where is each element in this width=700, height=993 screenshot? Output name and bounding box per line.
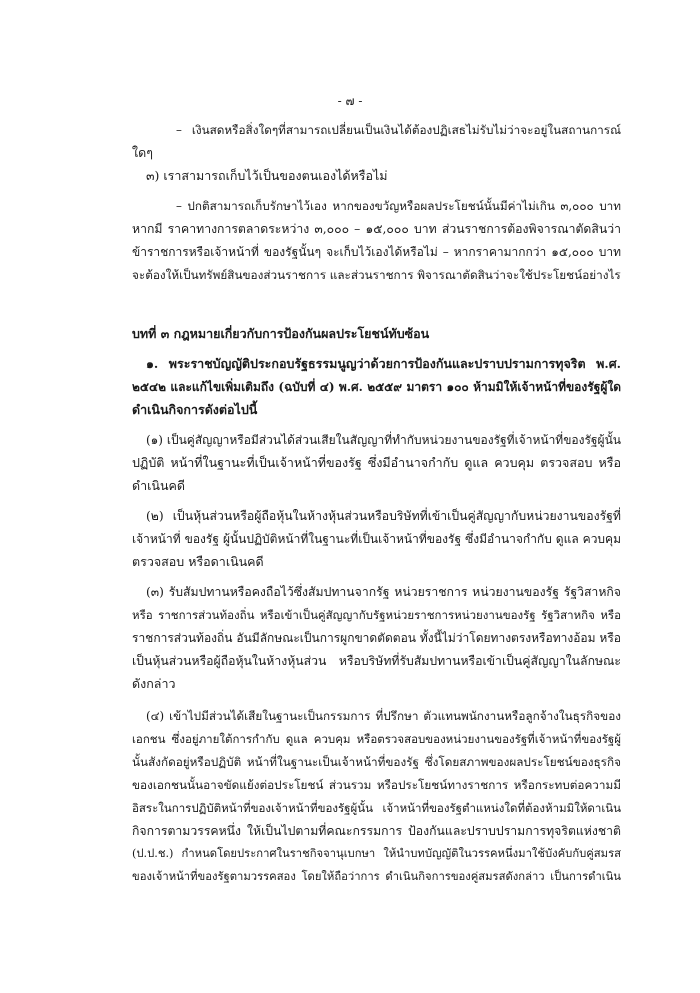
item-2-line-2: เจ้าหน้าที่ ของรัฐ ผู้นั้นปฏิบัติหน้าที่ในฐานะที่เป็นเจ้าหน้าที่ของรัฐ ซึ่งมีอำนาจกำกับ ดูแล ควบคุม [132,532,621,546]
bullet-cash-line-1: – เงินสดหรือสิ่งใดๆที่สามารถเปลี่ยนเป็นเงินได้ต้องปฏิเสธไม่รับไม่ว่าจะอยู่ในสถานการณ์ [176,123,621,137]
item-1-line-2: ปฏิบัติ หน้าที่ในฐานะที่เป็นเจ้าหน้าที่ของรัฐ ซึ่งมีอำนาจกำกับ ดูแล ควบคุม ตรวจสอบ หรือ [132,455,621,470]
chapter-heading: บทที่ ๓ กฎหมายเกี่ยวกับการป้องกันผลประโยชน์ทับซ้อน [132,326,430,341]
item-4-line-3: นั้นสังกัดอยู่หรือปฏิบัติ หน้าที่ในฐานะเป็นเจ้าหน้าที่ของรัฐ ซึ่งโดยสภาพของผลประโยชน์ของธุรกิจ [132,755,621,769]
law-title-line-2: ๒๕๔๒ และแก้ไขเพิ่มเติมถึง (ฉบับที่ ๔) พ.ศ. ๒๕๕๙ มาตรา ๑๐๐ ห้ามมิให้เจ้าหน้าที่ของรัฐผู้ใด [132,380,621,394]
bullet-keep-line-2: หากมี ราคาทางการตลาดระหว่าง ๓,๐๐๐ – ๑๕,๐๐๐ บาท ส่วนราชการต้องพิจารณาตัดสินว่า [132,222,621,236]
item-1-line-3: ดำเนินคดี [132,478,185,493]
law-title-line-3: ดำเนินกิจการดังต่อไปนี้ [132,402,258,417]
law-title-line-1: ๑. พระราชบัญญัติประกอบรัฐธรรมนูญว่าด้วยการป้องกันและปราบปรามการทุจริต พ.ศ. [146,356,621,371]
item-4-line-7: (ป.ป.ช.) กำหนดโดยประกาศในราชกิจจานุเบกษา ให้นำบทบัญญัติในวรรคหนึ่งมาใช้บังคับกับคู่สมรส [132,847,621,860]
question-3: ๓) เราสามารถเก็บไว้เป็นของตนเองได้หรือไม่ [146,168,388,183]
item-4-line-1: (๔) เข้าไปมีส่วนได้เสียในฐานะเป็นกรรมการ ที่ปรึกษา ตัวแทนพนักงานหรือลูกจ้างในธุรกิจของ [146,709,621,723]
item-4-line-6: กิจการตามวรรคหนึ่ง ให้เป็นไปตามที่คณะกรรมการ ป้องกันและปราบปรามการทุจริตแห่งชาติ [132,824,621,838]
page-number: - ๗ - [337,94,363,108]
item-4-line-8: ของเจ้าหน้าที่ของรัฐตามวรรคสอง โดยให้ถือว่าการ ดำเนินกิจการของคู่สมรสดังกล่าว เป็นการดำเนิน [132,870,621,883]
item-4-line-4: ของเอกชนนั้นอาจขัดแย้งต่อประโยชน์ ส่วนรวม หรือประโยชน์ทางราชการ หรือกระทบต่อความมี [132,778,621,792]
item-3-line-4: เป็นหุ้นส่วนหรือผู้ถือหุ้นในห้างหุ้นส่วน หรือบริษัทที่รับสัมปทานหรือเข้าเป็นคู่สัญญาในลักษณะ [132,654,621,668]
item-3-line-3: ราชการส่วนท้องถิ่น อันมีลักษณะเป็นการผูกขาดตัดตอน ทั้งนี้ไม่ว่าโดยทางตรงหรือทางอ้อม หรือ [132,631,621,645]
item-2-line-3: ตรวจสอบ หรือดาเนินคดี [132,554,264,569]
bullet-keep-line-1: – ปกติสามารถเก็บรักษาไว้เอง หากของขวัญหรือผลประโยชน์นั้นมีค่าไม่เกิน ๓,๐๐๐ บาท [176,199,621,213]
bullet-keep-line-3: ข้าราชการหรือเจ้าหน้าที่ ของรัฐนั้นๆ จะเก็บไว้เองได้หรือไม่ – หากราคามากกว่า ๑๕,๐๐๐ บาท [132,245,621,259]
item-2-line-1: (๒) เป็นหุ้นส่วนหรือผู้ถือหุ้นในห้างหุ้นส่วนหรือบริษัทที่เข้าเป็นคู่สัญญากับหน่วยงานของรัฐที่ [146,509,621,523]
bullet-keep-line-4: จะต้องให้เป็นทรัพย์สินของส่วนราชการ และส่วนราชการ พิจารณาตัดสินว่าจะใช้ประโยชน์อย่างไร [132,268,621,282]
item-1-line-1: (๑) เป็นคู่สัญญาหรือมีส่วนได้ส่วนเสียในสัญญาที่ทำกับหน่วยงานของรัฐที่เจ้าหน้าที่ของรัฐผู้นั้น [146,433,621,447]
bullet-cash-line-2: ใดๆ [132,145,153,160]
item-3-line-2: หรือ ราชการส่วนท้องถิ่น หรือเข้าเป็นคู่สัญญากับรัฐหน่วยราชการหน่วยงานของรัฐ รัฐวิสาหกิจ หรือ [132,608,621,622]
item-4-line-2: เอกชน ซึ่งอยู่ภายใต้การกำกับ ดูแล ควบคุม หรือตรวจสอบของหน่วยงานของรัฐที่เจ้าหน้าที่ของรัฐผู้ [132,732,621,746]
item-3-line-5: ดังกล่าว [132,676,176,691]
item-3-line-1: (๓) รับสัมปทานหรือคงถือไว้ซึ่งสัมปทานจากรัฐ หน่วยราชการ หน่วยงานของรัฐ รัฐวิสาหกิจ [146,585,621,599]
item-4-line-5: อิสระในการปฏิบัติหน้าที่ของเจ้าหน้าที่ของรัฐผู้นั้น เจ้าหน้าที่ของรัฐตำแหน่งใดที่ต้องห้ามมิให้ดาเนิน [132,801,621,815]
